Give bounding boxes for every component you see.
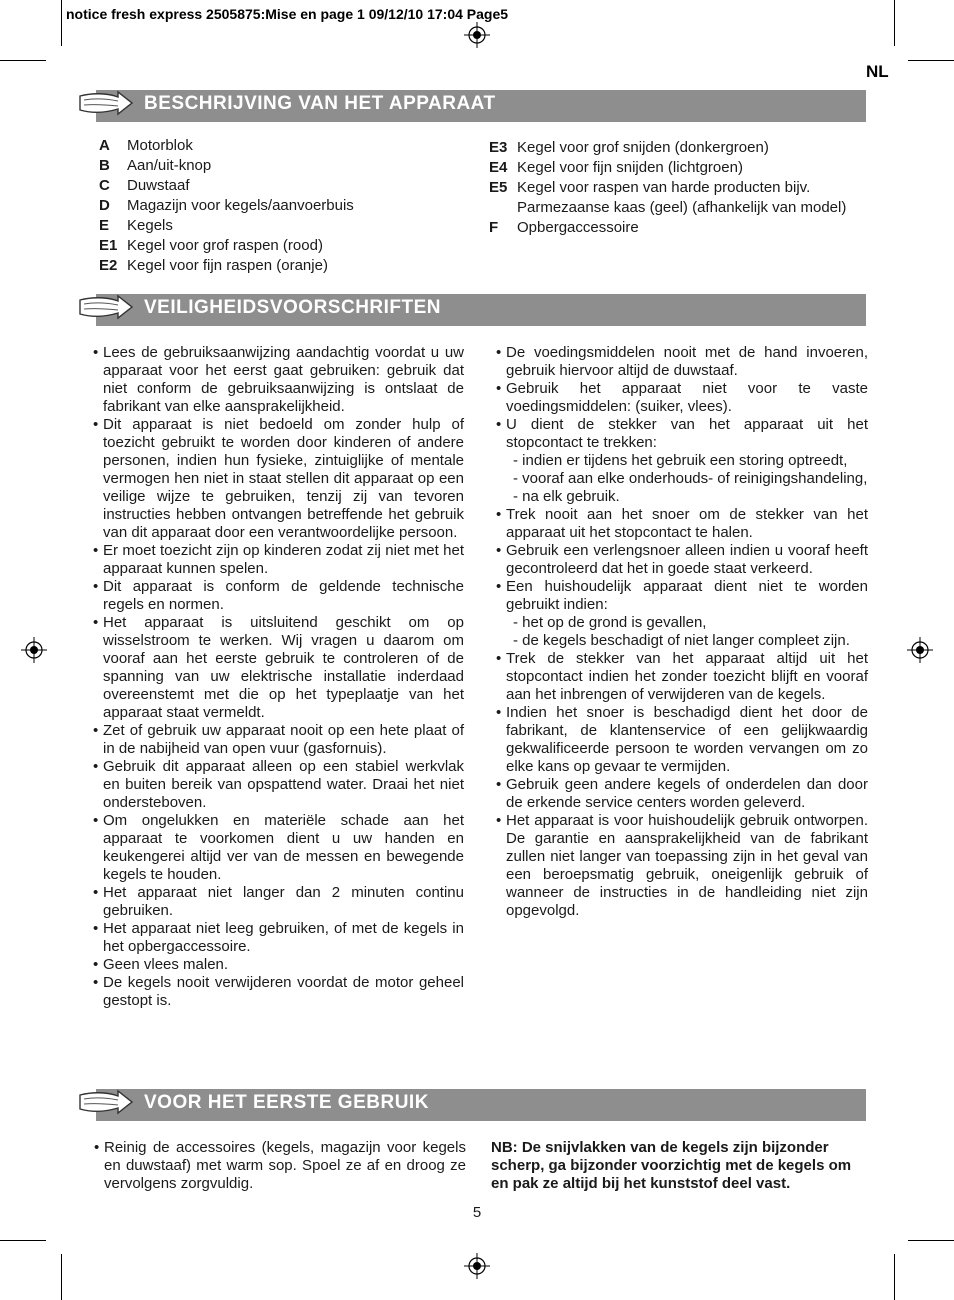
sub-list bbox=[506, 452, 868, 506]
parts-list-right bbox=[489, 138, 869, 238]
registration-mark-icon bbox=[464, 1253, 490, 1279]
part-label: Kegel voor raspen van harde producten bijv. Parmezaanse kaas (geel) (afhankelijk van model) bbox=[517, 179, 847, 216]
trim-mark bbox=[908, 60, 954, 61]
part-key: E2 bbox=[99, 257, 118, 274]
language-code: NL bbox=[866, 62, 889, 81]
safety-list-left bbox=[93, 344, 464, 1010]
arrow-icon bbox=[78, 88, 134, 118]
list-item bbox=[496, 344, 868, 380]
safety-list-right bbox=[496, 344, 868, 920]
list-item bbox=[496, 812, 868, 920]
part-label: Motorblok bbox=[127, 137, 193, 154]
list-item-text: Een huishoudelijk apparaat dient niet te worden gebruikt indien: bbox=[506, 578, 868, 613]
list-item bbox=[496, 506, 868, 542]
part-key: E5 bbox=[489, 179, 508, 196]
part-label: Kegel voor fijn raspen (oranje) bbox=[127, 257, 328, 274]
list-item-text: Trek nooit aan het snoer om de stekker van het apparaat uit het stopcontact te halen. bbox=[506, 506, 868, 541]
part-item bbox=[99, 196, 429, 216]
list-item-text: U dient de stekker van het apparaat uit het stopcontact te trekken: bbox=[506, 416, 868, 451]
list-item: • Het apparaat is uitsluitend geschikt om op wisselstroom te werken. Wij vragen u daarom om vooraf aan het eerste gebruik te controleren of de spanning van uw elektrische installatie inderdaad overeenstemt met die op het typeplaatje van het apparaat staat vermeldt. bbox=[93, 614, 464, 722]
list-item-text: Gebruik het apparaat niet voor te vaste voedingsmiddelen: (suiker, vlees). bbox=[506, 380, 868, 415]
part-key: C bbox=[99, 177, 110, 194]
arrow-icon bbox=[78, 1087, 134, 1117]
trim-mark bbox=[894, 1254, 895, 1300]
first-use-list bbox=[94, 1139, 466, 1193]
section-bar-description bbox=[96, 90, 866, 122]
part-item bbox=[99, 236, 429, 256]
part-key: D bbox=[99, 197, 110, 214]
list-item-text: Gebruik geen andere kegels of onderdelen dan door de erkende service centers worden geleverd. bbox=[506, 776, 868, 811]
section-title: VOOR HET EERSTE GEBRUIK bbox=[144, 1092, 429, 1113]
part-item bbox=[99, 216, 429, 236]
trim-mark bbox=[0, 60, 46, 61]
list-item: • De kegels nooit verwijderen voordat de motor geheel gestopt is. bbox=[93, 974, 464, 1010]
list-item bbox=[496, 578, 868, 650]
part-item bbox=[99, 136, 429, 156]
part-key: A bbox=[99, 137, 110, 154]
part-key: F bbox=[489, 219, 499, 236]
sub-list bbox=[506, 614, 868, 650]
trim-mark bbox=[61, 0, 62, 46]
list-item: • Het apparaat niet leeg gebruiken, of met de kegels in het opbergaccessoire. bbox=[93, 920, 464, 956]
trim-mark bbox=[0, 1240, 46, 1241]
list-item bbox=[496, 776, 868, 812]
list-item bbox=[496, 542, 868, 578]
page-number: 5 bbox=[472, 1204, 482, 1221]
list-item bbox=[496, 704, 868, 776]
section-title: VEILIGHEIDSVOORSCHRIFTEN bbox=[144, 297, 442, 318]
part-item bbox=[99, 156, 429, 176]
part-label: Kegel voor grof raspen (rood) bbox=[127, 237, 323, 254]
arrow-icon bbox=[78, 292, 134, 322]
sub-list-item: - indien er tijdens het gebruik een storing optreedt, bbox=[513, 452, 848, 469]
list-item: • Gebruik dit apparaat alleen op een stabiel werkvlak en buiten bereik van opspattend water. Draai het niet ondersteboven. bbox=[93, 758, 464, 812]
part-label: Kegel voor grof snijden (donkergroen) bbox=[517, 139, 769, 156]
part-label: Magazijn voor kegels/aanvoerbuis bbox=[127, 197, 354, 214]
sub-list-item: - de kegels beschadigt of niet langer compleet zijn. bbox=[513, 632, 850, 649]
list-item: • Dit apparaat is niet bedoeld om zonder hulp of toezicht gebruikt te worden door kinderen of andere personen, indien hun fysieke, zintuiglijke of mentale vermogen hen niet in staat stellen dit apparaat op een veilige wijze te gebruiken, tenzij zij van tevoren instructies hebben ontvangen betreffende het gebruik van dit apparaat door een verantwoordelijke persoon. bbox=[93, 416, 464, 542]
trim-mark bbox=[908, 1240, 954, 1241]
trim-mark bbox=[894, 0, 895, 46]
registration-mark-icon bbox=[21, 637, 47, 663]
part-label: Kegels bbox=[127, 217, 173, 234]
part-key: E bbox=[99, 217, 110, 234]
part-key: E4 bbox=[489, 159, 508, 176]
sub-list-item: - na elk gebruik. bbox=[513, 488, 620, 505]
part-label: Duwstaaf bbox=[127, 177, 190, 194]
part-label: Kegel voor fijn snijden (lichtgroen) bbox=[517, 159, 743, 176]
sub-list-item: - vooraf aan elke onderhouds- of reinigingshandeling, bbox=[513, 470, 868, 487]
registration-mark-icon bbox=[464, 22, 490, 48]
part-item bbox=[489, 178, 869, 218]
part-label: Opbergaccessoire bbox=[517, 219, 639, 236]
sub-list-item: - het op de grond is gevallen, bbox=[513, 614, 707, 631]
part-key: E3 bbox=[489, 139, 508, 156]
safety-note: NB: De snijvlakken van de kegels zijn bijzonder scherp, ga bijzonder voorzichtig met de kegels om en pak ze altijd bij het kunststof deel vast. bbox=[491, 1139, 852, 1192]
list-item: • Er moet toezicht zijn op kinderen zodat zij niet met het apparaat kunnen spelen. bbox=[93, 542, 464, 578]
part-key: B bbox=[99, 157, 110, 174]
list-item-text: Het apparaat is voor huishoudelijk gebruik ontworpen. De garantie en aansprakelijkheid van de fabrikant zullen niet langer van toepassing zijn in het geval van een beroepsmatig gebruik, oneigenlijk gebruik of wanneer de instructies in de handleiding niet zijn opgevolgd. bbox=[506, 812, 868, 919]
registration-mark-icon bbox=[907, 637, 933, 663]
part-label: Aan/uit-knop bbox=[127, 157, 212, 174]
list-item: • Zet of gebruik uw apparaat nooit op een hete plaat of in de nabijheid van open vuur (gasfornuis). bbox=[93, 722, 464, 758]
list-item: • Dit apparaat is conform de geldende technische regels en normen. bbox=[93, 578, 464, 614]
list-item-text: Trek de stekker van het apparaat altijd uit het stopcontact indien het zonder toezicht blijft en vooraf aan het inbrengen of verwijderen van de kegels. bbox=[506, 650, 868, 703]
part-item bbox=[99, 256, 429, 276]
list-item: • Lees de gebruiksaanwijzing aandachtig voordat u uw apparaat voor het eerst gaat gebruiken: gebruik dat niet conform de gebruiksaanwijzing is ontslaat de fabrikant van elke aansprakelijkheid. bbox=[93, 344, 464, 416]
print-header: notice fresh express 2505875:Mise en page 1 09/12/10 17:04 Page5 bbox=[66, 6, 509, 22]
list-item-text: Gebruik een verlengsnoer alleen indien u vooraf heeft gecontroleerd dat het in goede staat verkeerd. bbox=[506, 542, 868, 577]
part-item bbox=[489, 218, 869, 238]
list-item: • Reinig de accessoires (kegels, magazijn voor kegels en duwstaaf) met warm sop. Spoel ze af en droog ze vervolgens zorgvuldig. bbox=[94, 1139, 466, 1193]
list-item bbox=[496, 650, 868, 704]
trim-mark bbox=[61, 1254, 62, 1300]
list-item: • Geen vlees malen. bbox=[93, 956, 464, 974]
list-item bbox=[496, 380, 868, 416]
section-bar-safety bbox=[96, 294, 866, 326]
part-key: E1 bbox=[99, 237, 118, 254]
list-item bbox=[496, 416, 868, 506]
list-item-text: De voedingsmiddelen nooit met de hand invoeren, gebruik hiervoor altijd de duwstaaf. bbox=[506, 344, 868, 379]
parts-list-left bbox=[99, 136, 429, 276]
part-item bbox=[489, 158, 869, 178]
section-title: BESCHRIJVING VAN HET APPARAAT bbox=[144, 93, 496, 114]
list-item-text: Indien het snoer is beschadigd dient het door de fabrikant, de klantenservice of een gelijkwaardig gekwalificeerde persoon te worden vervangen om zo elke kans op gevaar te vermijden. bbox=[506, 704, 868, 775]
part-item bbox=[489, 138, 869, 158]
list-item: • Om ongelukken en materiële schade aan het apparaat te voorkomen dient u uw handen en keukengerei altijd ver van de messen en bewegende kegels te houden. bbox=[93, 812, 464, 884]
list-item: • Het apparaat niet langer dan 2 minuten continu gebruiken. bbox=[93, 884, 464, 920]
section-bar-first-use bbox=[96, 1089, 866, 1121]
part-item bbox=[99, 176, 429, 196]
